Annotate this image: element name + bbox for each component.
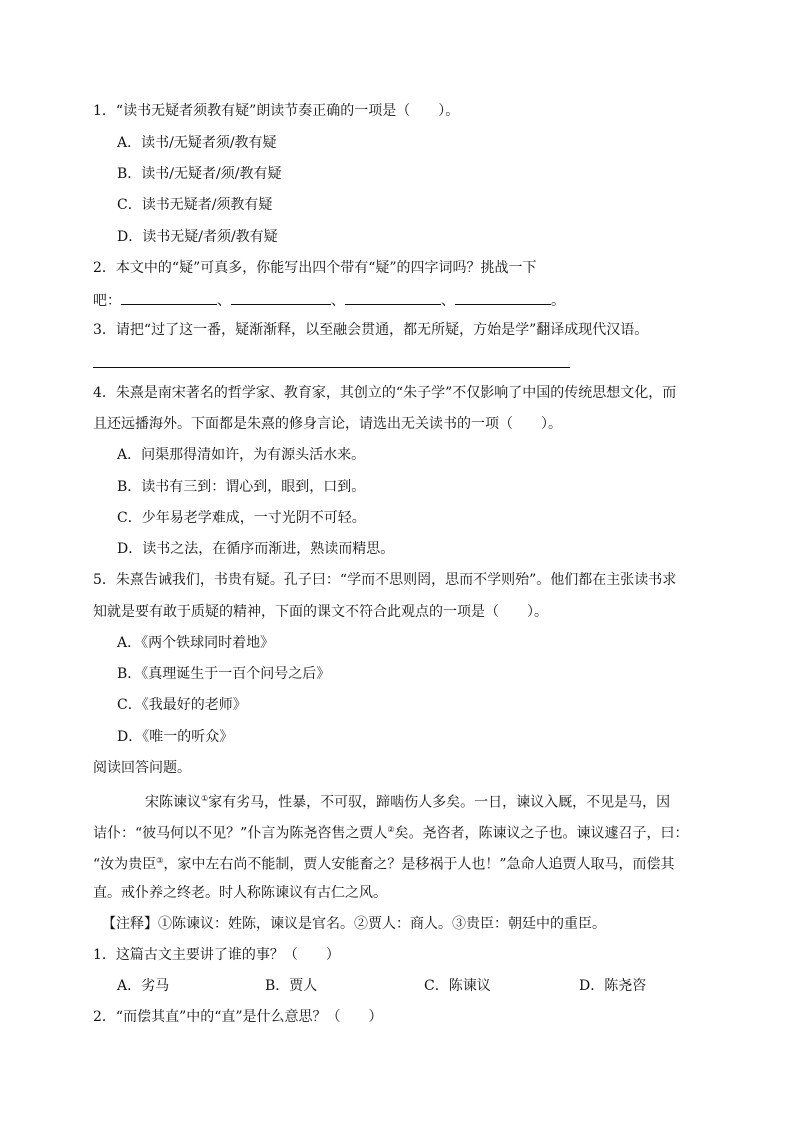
reading-heading: 阅读回答问题。	[93, 760, 191, 776]
passage-text: ，家中左右尚不能制，贾人安能畜之？是移祸于人也！”急命人追贾人取马，而偿其	[163, 856, 675, 873]
q3-stem: 3．请把“过了这一番，疑渐渐释，以至融会贯通，都无所疑，方始是学”翻译成现代汉语。	[93, 322, 649, 338]
footnote-mark-1: ①	[201, 794, 209, 803]
q1-option-c: C．读书无疑者/须教有疑	[117, 197, 273, 213]
q4-option-b: B．读书有三到：谓心到，眼到，口到。	[117, 479, 366, 495]
q1-option-b: B．读书/无疑者/须/教有疑	[117, 166, 282, 182]
q5-option-b: B．《真理诞生于一百个问号之后》	[117, 666, 331, 682]
passage-line2	[93, 821, 689, 843]
q1-stem: 1．“读书无疑者须教有疑”朗读节奏正确的一项是（ ）。	[93, 103, 460, 119]
q2-stem: 2．本文中的“疑”可真多，你能写出四个带有“疑”的四字词吗？挑战一下	[93, 260, 537, 276]
footnote-mark-2: ②	[387, 825, 395, 834]
passage-text: 矣。尧咨者，陈谏议之子也。谏议遽召子，曰：	[394, 825, 689, 842]
q4-stem-line2: 且还远播海外。下面都是朱熹的修身言论，请选出无关读书的一项（ ）。	[93, 416, 562, 432]
q5-stem-line2: 知就是要有敢于质疑的精神，下面的课文不符合此观点的一项是（ ）。	[93, 604, 548, 620]
q2-blank-2[interactable]	[231, 290, 331, 305]
passage-line3	[93, 852, 675, 874]
q5-option-a: A．《两个铁球同时着地》	[117, 635, 275, 651]
q2-blank-3[interactable]	[345, 290, 441, 305]
q2-prefix: 吧：	[93, 293, 121, 309]
q2-blank-4[interactable]	[455, 290, 551, 305]
q5-option-d: D．《唯一的听众》	[117, 729, 234, 745]
passage-text: 家有劣马，性暴，不可驭，蹄啮伤人多矣。一日，谏议入厩，不见是马，因	[208, 794, 671, 811]
passage-line4: 直。戒仆养之终老。时人称陈谏议有古仁之风。	[93, 885, 387, 901]
q2-sep-1: 、	[217, 293, 231, 309]
q4-stem-line1: 4．朱熹是南宋著名的哲学家、教育家，其创立的“朱子学”不仅影响了中国的传统思想文化，而	[93, 385, 677, 401]
passage-line1	[145, 790, 670, 812]
passage-text: 宋陈谏议	[145, 794, 201, 811]
q4-option-c: C．少年易老学难成，一寸光阴不可轻。	[117, 510, 366, 526]
q2-blank-1[interactable]	[121, 290, 217, 305]
rq1-stem: 1．这篇古文主要讲了谁的事？（ ）	[93, 947, 340, 963]
q2-sep-2: 、	[331, 293, 345, 309]
q5-stem-line1: 5．朱熹告诫我们，书贵有疑。孔子曰：“学而不思则罔，思而不学则殆”。他们都在主张读书求	[93, 572, 677, 588]
rq1-option-a: A．劣马	[117, 978, 170, 994]
q2-sep-3: 、	[441, 293, 455, 309]
rq1-option-c: C．陈谏议	[424, 978, 491, 994]
q1-option-a: A．读书/无疑者须/教有疑	[117, 135, 277, 151]
passage-text: “汝为贵臣	[93, 856, 157, 873]
footnote-mark-3: ③	[156, 856, 164, 865]
rq1-option-d: D．陈尧咨	[579, 978, 647, 994]
q4-option-a: A．问渠那得清如许，为有源头活水来。	[117, 447, 366, 463]
q1-option-d: D．读书无疑/者须/教有疑	[117, 229, 278, 245]
q5-option-c: C．《我最好的老师》	[117, 697, 247, 713]
q4-option-d: D．读书之法，在循序而渐进，熟读而精思。	[117, 541, 395, 557]
passage-notes: 【注释】①陈谏议：姓陈，谏议是官名。②贾人：商人。③贵臣：朝廷中的重臣。	[102, 916, 606, 932]
q2-answer-line	[93, 290, 565, 310]
q2-end: 。	[551, 293, 565, 309]
q3-answer-line[interactable]	[93, 367, 570, 368]
rq2-stem: 2．“而偿其直”中的“直”是什么意思？（ ）	[93, 1009, 383, 1025]
rq1-option-b: B．贾人	[265, 978, 318, 994]
passage-text: 诘仆：“彼马何以不见？”仆言为陈尧咨售之贾人	[93, 825, 388, 842]
